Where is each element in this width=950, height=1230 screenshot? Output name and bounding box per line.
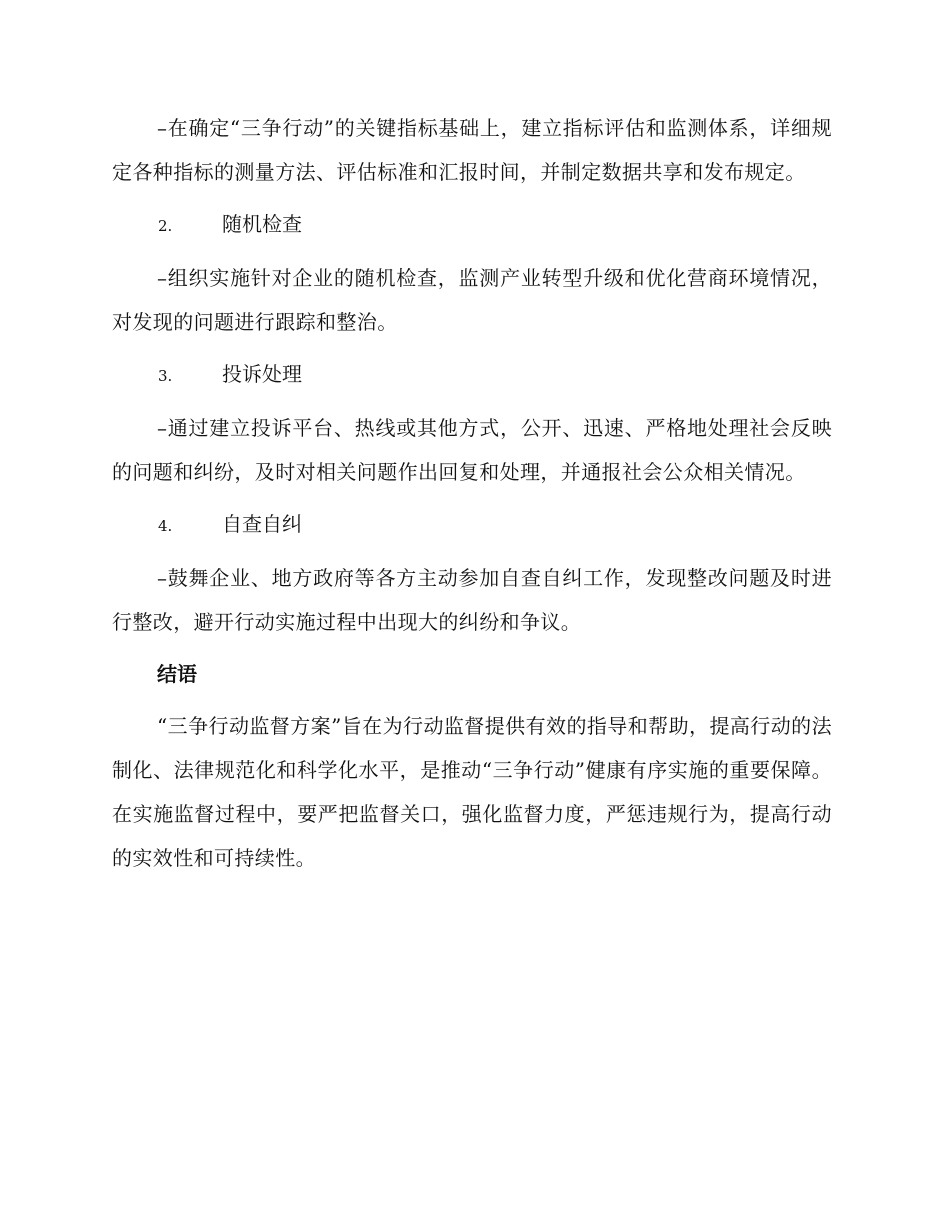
list-number: 3. <box>158 367 173 385</box>
list-label: 投诉处理 <box>222 362 302 386</box>
paragraph-random-inspection: –组织实施针对企业的随机检查，监测产业转型升级和优化营商环境情况，对发现的问题进行跟踪和整治。 <box>112 266 832 334</box>
paragraph-indicator-monitoring: –在确定“三争行动”的关键指标基础上，建立指标评估和监测体系，详细规定各种指标的测量方法、评估标准和汇报时间，并制定数据共享和发布规定。 <box>112 116 832 184</box>
list-label: 自查自纠 <box>222 512 302 536</box>
list-item-complaint-handling <box>112 352 832 398</box>
list-item-self-inspection <box>112 502 832 548</box>
list-label: 随机检查 <box>222 212 302 236</box>
paragraph-self-inspection: –鼓舞企业、地方政府等各方主动参加自查自纠工作，发现整改问题及时进行整改，避开行动实施过程中出现大的纠纷和争议。 <box>112 566 832 634</box>
list-item-random-inspection <box>112 202 832 248</box>
paragraph-conclusion: “三争行动监督方案”旨在为行动监督提供有效的指导和帮助，提高行动的法制化、法律规范化和科学化水平，是推动“三争行动”健康有序实施的重要保障。在实施监督过程中，要严把监督关口，强化监督力度，严惩违规行为，提高行动的实效性和可持续性。 <box>112 714 832 870</box>
list-number: 2. <box>158 217 173 235</box>
list-number: 4. <box>158 517 173 535</box>
conclusion-heading: 结语 <box>157 662 197 686</box>
document-body <box>112 106 832 880</box>
paragraph-complaint-handling: –通过建立投诉平台、热线或其他方式，公开、迅速、严格地处理社会反映的问题和纠纷，及时对相关问题作出回复和处理，并通报社会公众相关情况。 <box>112 416 832 484</box>
